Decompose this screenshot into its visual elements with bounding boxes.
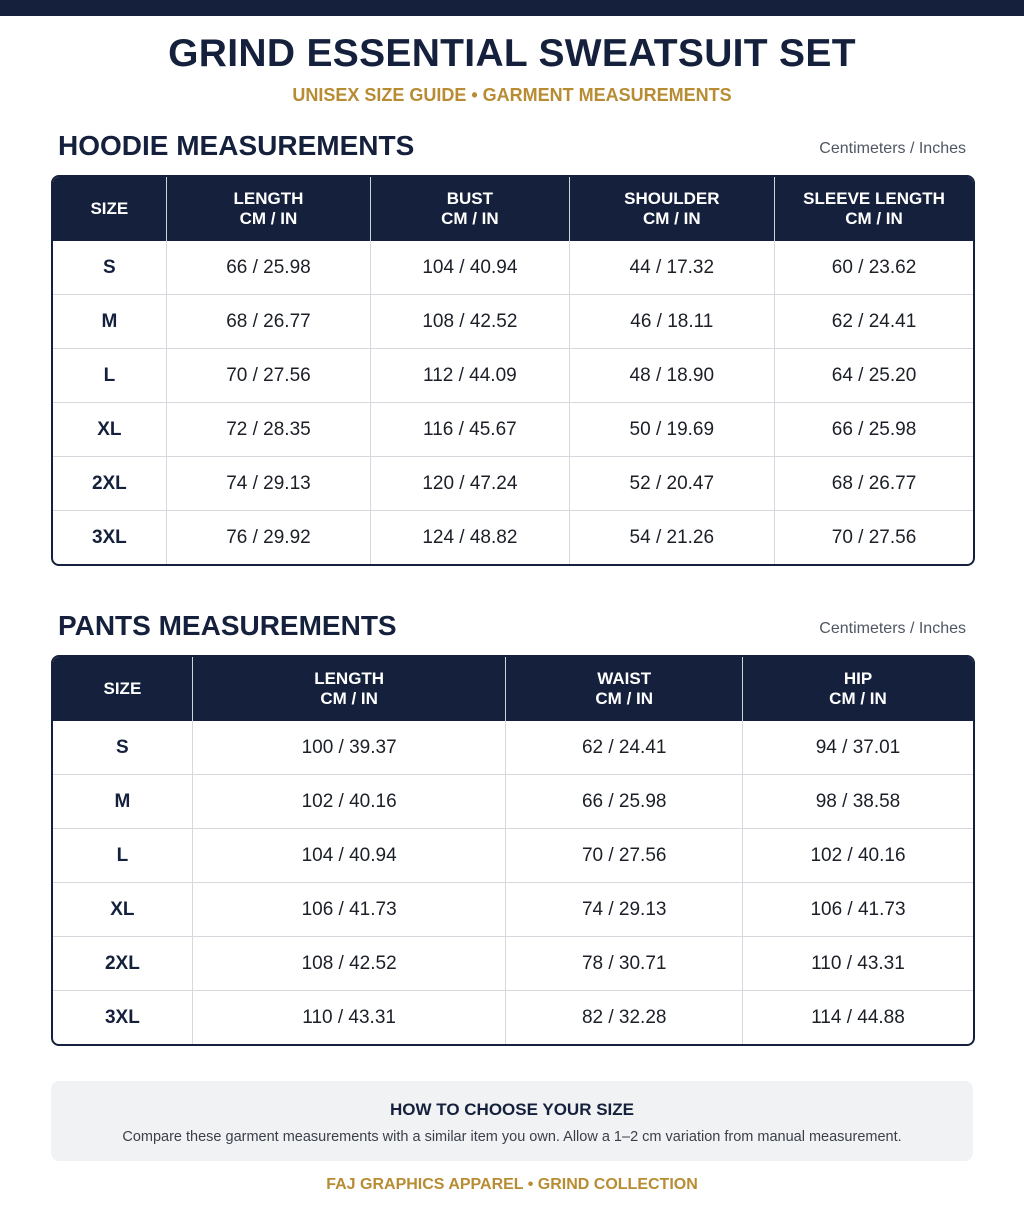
measurement-cell: 74 / 29.13: [166, 457, 370, 511]
size-cell: S: [103, 256, 116, 278]
column-header-size: [53, 177, 166, 241]
column-header-unit: CM / IN: [845, 209, 903, 228]
measurement-cell: 72 / 28.35: [166, 403, 370, 457]
measurement-cell: 116 / 45.67: [371, 403, 569, 457]
column-header-unit: CM / IN: [643, 209, 701, 228]
size-cell: 2XL: [53, 457, 166, 511]
measurement-cell: 66 / 25.98: [506, 775, 743, 829]
measurement-cell: 102 / 40.16: [192, 775, 506, 829]
measurement-cell: 46 / 18.11: [569, 295, 774, 349]
size-cell: XL: [53, 883, 192, 937]
measurement-cell: 108 / 42.52: [192, 937, 506, 991]
hoodie-table: [51, 175, 975, 566]
measurement-cell: 110 / 43.31: [742, 937, 973, 991]
column-header-name: BUST: [446, 189, 494, 208]
column-header-sleeve-length: [775, 177, 973, 241]
page-title: GRIND ESSENTIAL SWEATSUIT SET: [168, 32, 856, 75]
top-accent-bar: [0, 0, 1024, 16]
column-header-name: SIZE: [90, 199, 129, 218]
measurement-cell: 78 / 30.71: [506, 937, 743, 991]
measurement-cell: 106 / 41.73: [742, 883, 973, 937]
pants-units-note: Centimeters / Inches: [819, 620, 966, 637]
size-cell: L: [53, 349, 166, 403]
table-row: [53, 937, 973, 991]
column-header-unit: CM / IN: [829, 689, 887, 708]
measurement-cell: 112 / 44.09: [371, 349, 569, 403]
size-cell: 3XL: [53, 991, 192, 1045]
measurement-cell: 50 / 19.69: [569, 403, 774, 457]
size-cell: 3XL: [53, 511, 166, 565]
measurement-cell: 98 / 38.58: [742, 775, 973, 829]
size-cell: M: [53, 775, 192, 829]
column-header-unit: CM / IN: [239, 209, 298, 228]
measurement-cell: 82 / 32.28: [506, 991, 743, 1045]
size-cell: L: [53, 829, 192, 883]
column-header-name: SHOULDER: [624, 189, 720, 208]
column-header-name: LENGTH: [233, 189, 304, 208]
measurement-cell: 124 / 48.82: [371, 511, 569, 565]
hoodie-section-header: [58, 130, 966, 166]
table-row: [53, 349, 973, 403]
column-header-bust: [371, 177, 569, 241]
column-header-hip: [742, 657, 973, 721]
table-row: [53, 457, 973, 511]
measurement-cell: 104 / 40.94: [371, 241, 569, 295]
measurement-cell: 100 / 39.37: [192, 721, 506, 775]
table-row: [53, 883, 973, 937]
column-header-unit: CM / IN: [441, 209, 499, 228]
measurement-cell: 64 / 25.20: [775, 349, 973, 403]
column-header-length: [166, 177, 370, 241]
measurement-cell: 48 / 18.90: [569, 349, 774, 403]
size-guide-panel: [51, 1081, 973, 1161]
hoodie-units-note: Centimeters / Inches: [819, 140, 966, 157]
measurement-cell: 70 / 27.56: [775, 511, 973, 565]
measurement-cell: 106 / 41.73: [192, 883, 506, 937]
table-row: [53, 511, 973, 565]
size-cell: M: [53, 295, 166, 349]
table-row: [53, 829, 973, 883]
column-header-name: SIZE: [103, 679, 142, 698]
column-header-unit: CM / IN: [320, 689, 378, 708]
measurement-cell: 68 / 26.77: [166, 295, 370, 349]
page-subtitle: UNISEX SIZE GUIDE • GARMENT MEASUREMENTS: [292, 85, 732, 105]
column-header-name: SLEEVE LENGTH: [803, 189, 945, 208]
measurement-cell: 120 / 47.24: [371, 457, 569, 511]
guide-text: Compare these garment measurements with a similar item you own. Allow a 1–2 cm variation from manual measurement.: [122, 1129, 902, 1145]
measurement-cell: 70 / 27.56: [506, 829, 743, 883]
column-header-waist: [506, 657, 743, 721]
column-header-name: LENGTH: [314, 669, 385, 688]
measurement-cell: 60 / 23.62: [775, 241, 973, 295]
size-cell: 2XL: [53, 937, 192, 991]
measurement-cell: 108 / 42.52: [371, 295, 569, 349]
guide-title: HOW TO CHOOSE YOUR SIZE: [389, 1100, 634, 1119]
measurement-cell: 62 / 24.41: [775, 295, 973, 349]
measurement-cell: 62 / 24.41: [506, 721, 743, 775]
table-row: [53, 991, 973, 1045]
table-row: [53, 721, 973, 775]
measurement-cell: 74 / 29.13: [506, 883, 743, 937]
measurement-cell: 114 / 44.88: [742, 991, 973, 1045]
table-header-row: [53, 657, 973, 721]
column-header-shoulder: [569, 177, 774, 241]
table-row: [53, 295, 973, 349]
table-row: [53, 241, 973, 295]
pants-section-header: [58, 610, 966, 646]
measurement-cell: 94 / 37.01: [742, 721, 973, 775]
table-row: [53, 403, 973, 457]
footer-brand: FAJ GRAPHICS APPAREL • GRIND COLLECTION: [326, 1176, 698, 1193]
hoodie-section-title: HOODIE MEASUREMENTS: [58, 130, 415, 161]
table-header-row: [53, 177, 973, 241]
column-header-name: WAIST: [597, 669, 652, 688]
column-header-length: [192, 657, 506, 721]
measurement-cell: 76 / 29.92: [166, 511, 370, 565]
measurement-cell: 110 / 43.31: [192, 991, 506, 1045]
measurement-cell: 54 / 21.26: [569, 511, 774, 565]
column-header-unit: CM / IN: [595, 689, 654, 708]
measurement-cell: 44 / 17.32: [569, 241, 774, 295]
measurement-cell: 66 / 25.98: [775, 403, 973, 457]
column-header-size: [53, 657, 192, 721]
column-header-name: HIP: [843, 669, 873, 688]
size-cell: S: [116, 736, 129, 758]
size-cell: XL: [53, 403, 166, 457]
pants-section-title: PANTS MEASUREMENTS: [58, 610, 397, 641]
table-row: [53, 775, 973, 829]
measurement-cell: 102 / 40.16: [742, 829, 973, 883]
measurement-cell: 52 / 20.47: [569, 457, 774, 511]
pants-table: [51, 655, 975, 1046]
measurement-cell: 70 / 27.56: [166, 349, 370, 403]
measurement-cell: 68 / 26.77: [775, 457, 973, 511]
measurement-cell: 66 / 25.98: [166, 241, 370, 295]
measurement-cell: 104 / 40.94: [192, 829, 506, 883]
